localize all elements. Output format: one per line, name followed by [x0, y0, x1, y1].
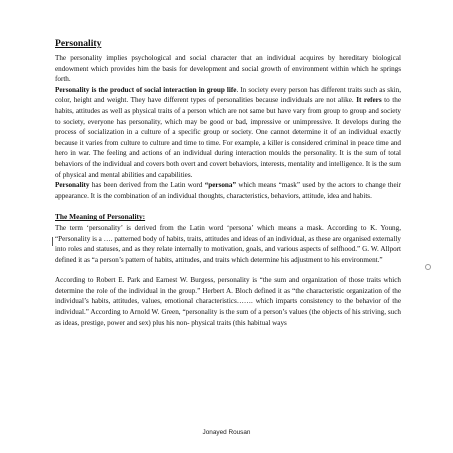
paragraph-intro: The personality implies psychological and social character that an individual acquires by hereditary biological endowment which provides him the basis for development and social growth of environment within which he springs forth.: [55, 54, 401, 84]
paragraph-text: has been derived from the Latin word: [89, 181, 205, 190]
bold-persona: “persona”: [204, 181, 237, 190]
paragraph-definitions: According to Robert E. Park and Earnest W. Burgess, personality is “the sum and organization of those traits which determine the role of the individual in the group.” Herbert A. Bloch defined it as “the characteristic organization of the individual’s habits, attitudes, values, emotional characteristics……. which imparts consistency to the behavior of the individual.” According to Arnold W. Green, “personality is the sum of a person’s values (the objects of his striving, such as ideas, prestige, power and sex) plus his non- physical traits (this habitual ways: [55, 276, 401, 327]
spacer: [55, 201, 401, 212]
paragraph-meaning: The term ‘personality’ is derived from the Latin word ‘persona’ which means a mask. According to K. Young, “Personality is a …. patterned body of habits, traits, attitudes and ideas of an individual, as these are organised externally into roles and statuses, and as they relate internally to motivation, goals, and various aspects of selfhood.” G. W. Allport defined it as “a person’s pattern of habits, attitudes, and traits which determine his adjustment to his environment.”: [55, 223, 401, 264]
paragraph-text: . In society every person has different traits such as skin, color, height and weight. They have different types of personalities because individuals are not alike.: [55, 85, 401, 105]
paragraph-latin-origin: [55, 180, 401, 201]
page-title: Personality: [55, 38, 102, 49]
bold-lead-personality: Personality: [55, 181, 90, 190]
paragraph-social-interaction: [55, 85, 401, 180]
section-heading: The Meaning of Personality:: [55, 212, 146, 222]
paragraph-text: to the habits, attitudes as well as physical traits of a person which are not same but have vary from group to group and society to society, everyone has personality, which may be good or bad, impressive or unimpressive. It develops during the process of socialization in a culture of a specific group or society. One cannot determine it of an individual exactly because it varies from culture to culture and time to time. For example, a killer is considered criminal in peace time and hero in war. The feeling and actions of an individual during interaction moulds the personality. It is the sum of total behaviors of the individual and covers both overt and covert behaviors, interests, mentality and intelligence. It is the sum of physical and mental abilities and capabilities.: [55, 96, 401, 179]
paragraph-text: which means “mask” used by the actors to change their appearance. It is the combination of an individual thoughts, characteristics, behaviors, attitude, idea and habits.: [55, 181, 401, 200]
text-cursor: [52, 237, 53, 246]
spacer: [55, 265, 401, 275]
page-footer: Jonayed Rousan: [202, 429, 251, 436]
document-page: [55, 38, 401, 328]
bold-it-refers: It refers: [356, 96, 382, 105]
bold-lead-social-interaction: Personality is the product of social interaction in group life: [55, 85, 237, 94]
margin-marker-icon: [425, 264, 431, 270]
